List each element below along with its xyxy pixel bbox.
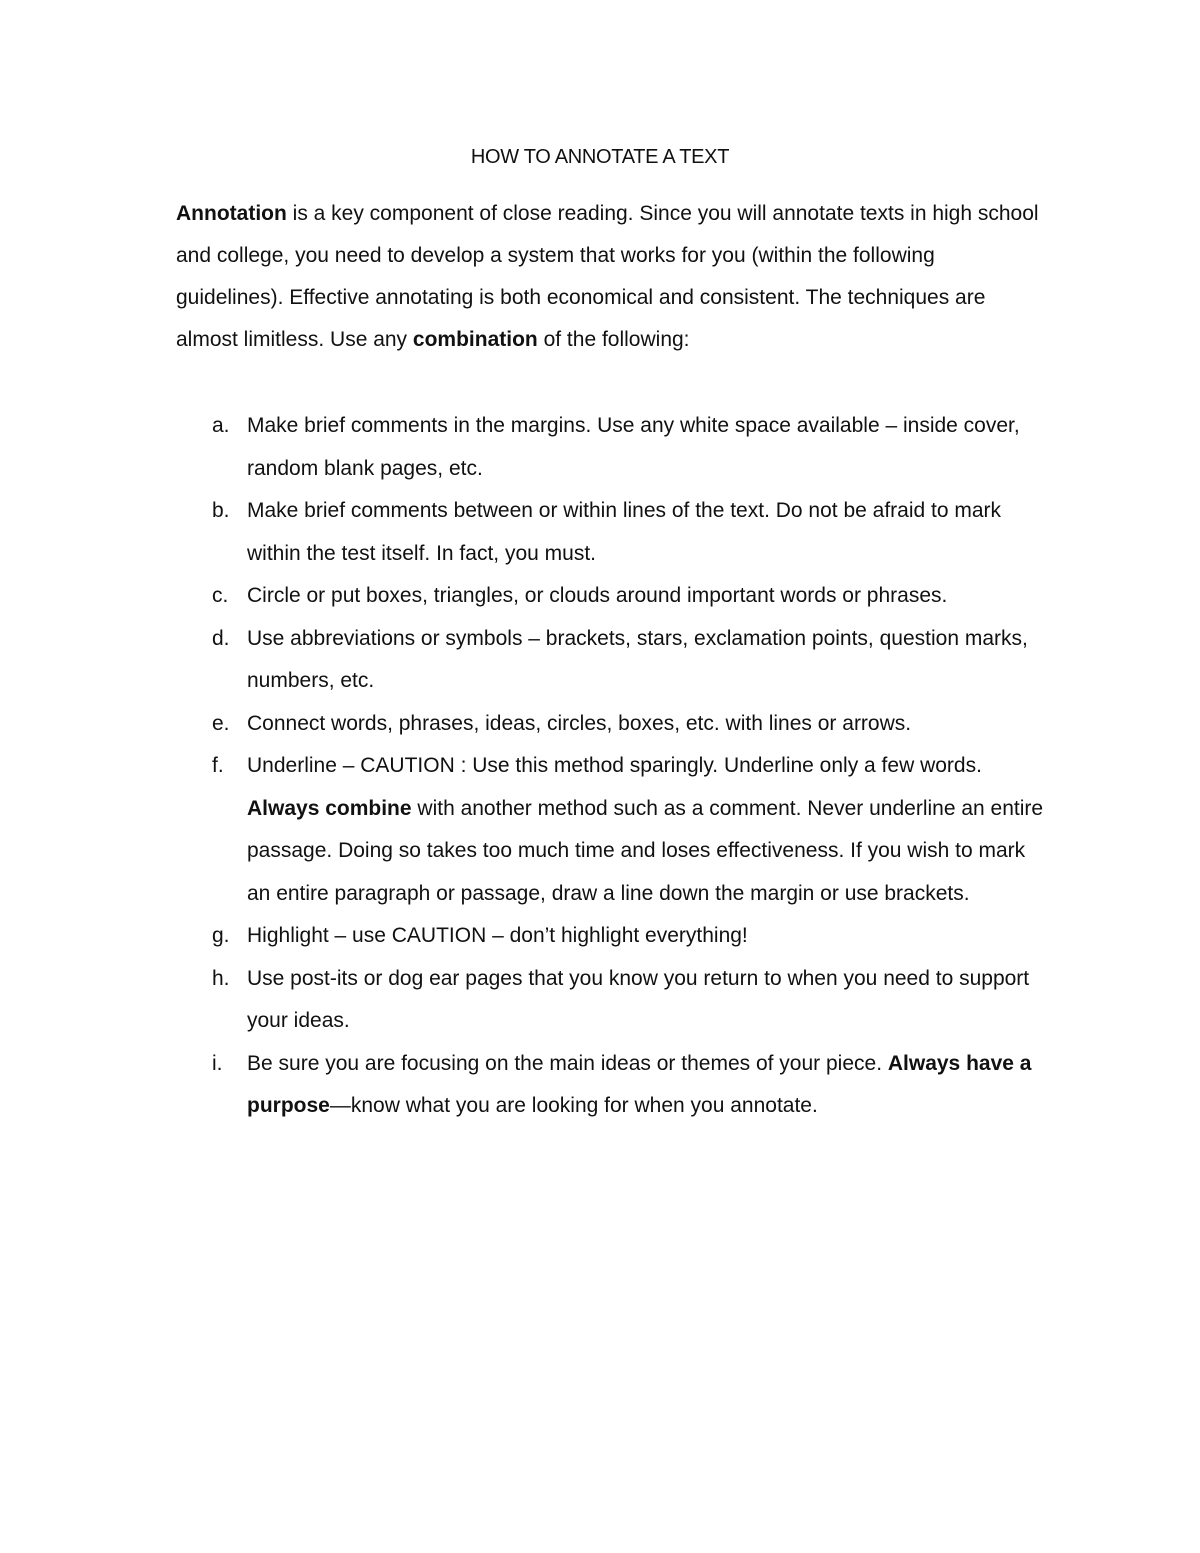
list-item-text-1: Be sure you are focusing on the main ideas or themes of your piece. bbox=[247, 1051, 888, 1075]
list-marker: h. bbox=[212, 966, 230, 990]
list-item-text-1: Underline – CAUTION : Use this method sparingly. Underline only a few words. bbox=[247, 754, 982, 777]
intro-text-2: of the following: bbox=[537, 328, 690, 351]
list-marker: e. bbox=[212, 711, 230, 735]
list-marker: g. bbox=[212, 924, 230, 947]
intro-text-1: is a key component of close reading. Since you will annotate texts in high school and college, you need to develop a system that works for you (within the following guidelines). Effective annotating is both economical and consistent. The techniques are almost limitless. Use any bbox=[176, 202, 1039, 351]
list-item-text: Connect words, phrases, ideas, circles, boxes, etc. with lines or arrows. bbox=[247, 711, 912, 735]
list-item-text-2: —know what you are looking for when you annotate. bbox=[329, 1094, 818, 1117]
list-item-text: Circle or put boxes, triangles, or clouds around important words or phrases. bbox=[247, 584, 948, 607]
list-item bbox=[176, 405, 1046, 490]
list-item-text-2: with another method such as a comment. Never underline an entire passage. Doing so takes too much time and loses effectiveness. If you wish to mark an entire paragraph or passage, draw a line down the margin or use brackets. bbox=[247, 796, 1044, 905]
list-item bbox=[176, 575, 1046, 618]
list-marker: a. bbox=[212, 414, 230, 437]
list-item bbox=[176, 958, 1046, 1043]
list-marker: b. bbox=[212, 499, 230, 522]
list-item-text: Make brief comments between or within lines of the text. Do not be afraid to mark within the test itself. In fact, you must. bbox=[247, 499, 1002, 565]
intro-bold-combination: combination bbox=[412, 328, 538, 351]
annotation-techniques-list bbox=[176, 405, 1046, 1128]
intro-term: Annotation bbox=[176, 202, 287, 225]
list-item bbox=[176, 703, 1046, 746]
list-item bbox=[176, 618, 1046, 703]
intro-paragraph bbox=[176, 193, 1046, 361]
list-marker: d. bbox=[212, 626, 230, 650]
list-item bbox=[176, 745, 1046, 915]
list-item-text: Make brief comments in the margins. Use any white space available – inside cover, random blank pages, etc. bbox=[247, 414, 1020, 480]
list-marker: i. bbox=[212, 1051, 223, 1075]
list-item-bold: Always combine bbox=[247, 796, 412, 820]
list-item-text: Highlight – use CAUTION – don’t highlight everything! bbox=[247, 924, 748, 947]
list-item bbox=[176, 1043, 1046, 1128]
list-marker: c. bbox=[212, 584, 229, 607]
list-item-bold: Always have a purpose bbox=[247, 1051, 1032, 1117]
list-marker: f. bbox=[212, 754, 224, 777]
list-item bbox=[176, 490, 1046, 575]
list-item-text: Use abbreviations or symbols – brackets, stars, exclamation points, question marks, numbers, etc. bbox=[247, 626, 1028, 692]
list-item-text: Use post-its or dog ear pages that you know you return to when you need to support your ideas. bbox=[247, 966, 1030, 1032]
document-title: HOW TO ANNOTATE A TEXT bbox=[470, 146, 730, 168]
list-item bbox=[176, 915, 1046, 958]
